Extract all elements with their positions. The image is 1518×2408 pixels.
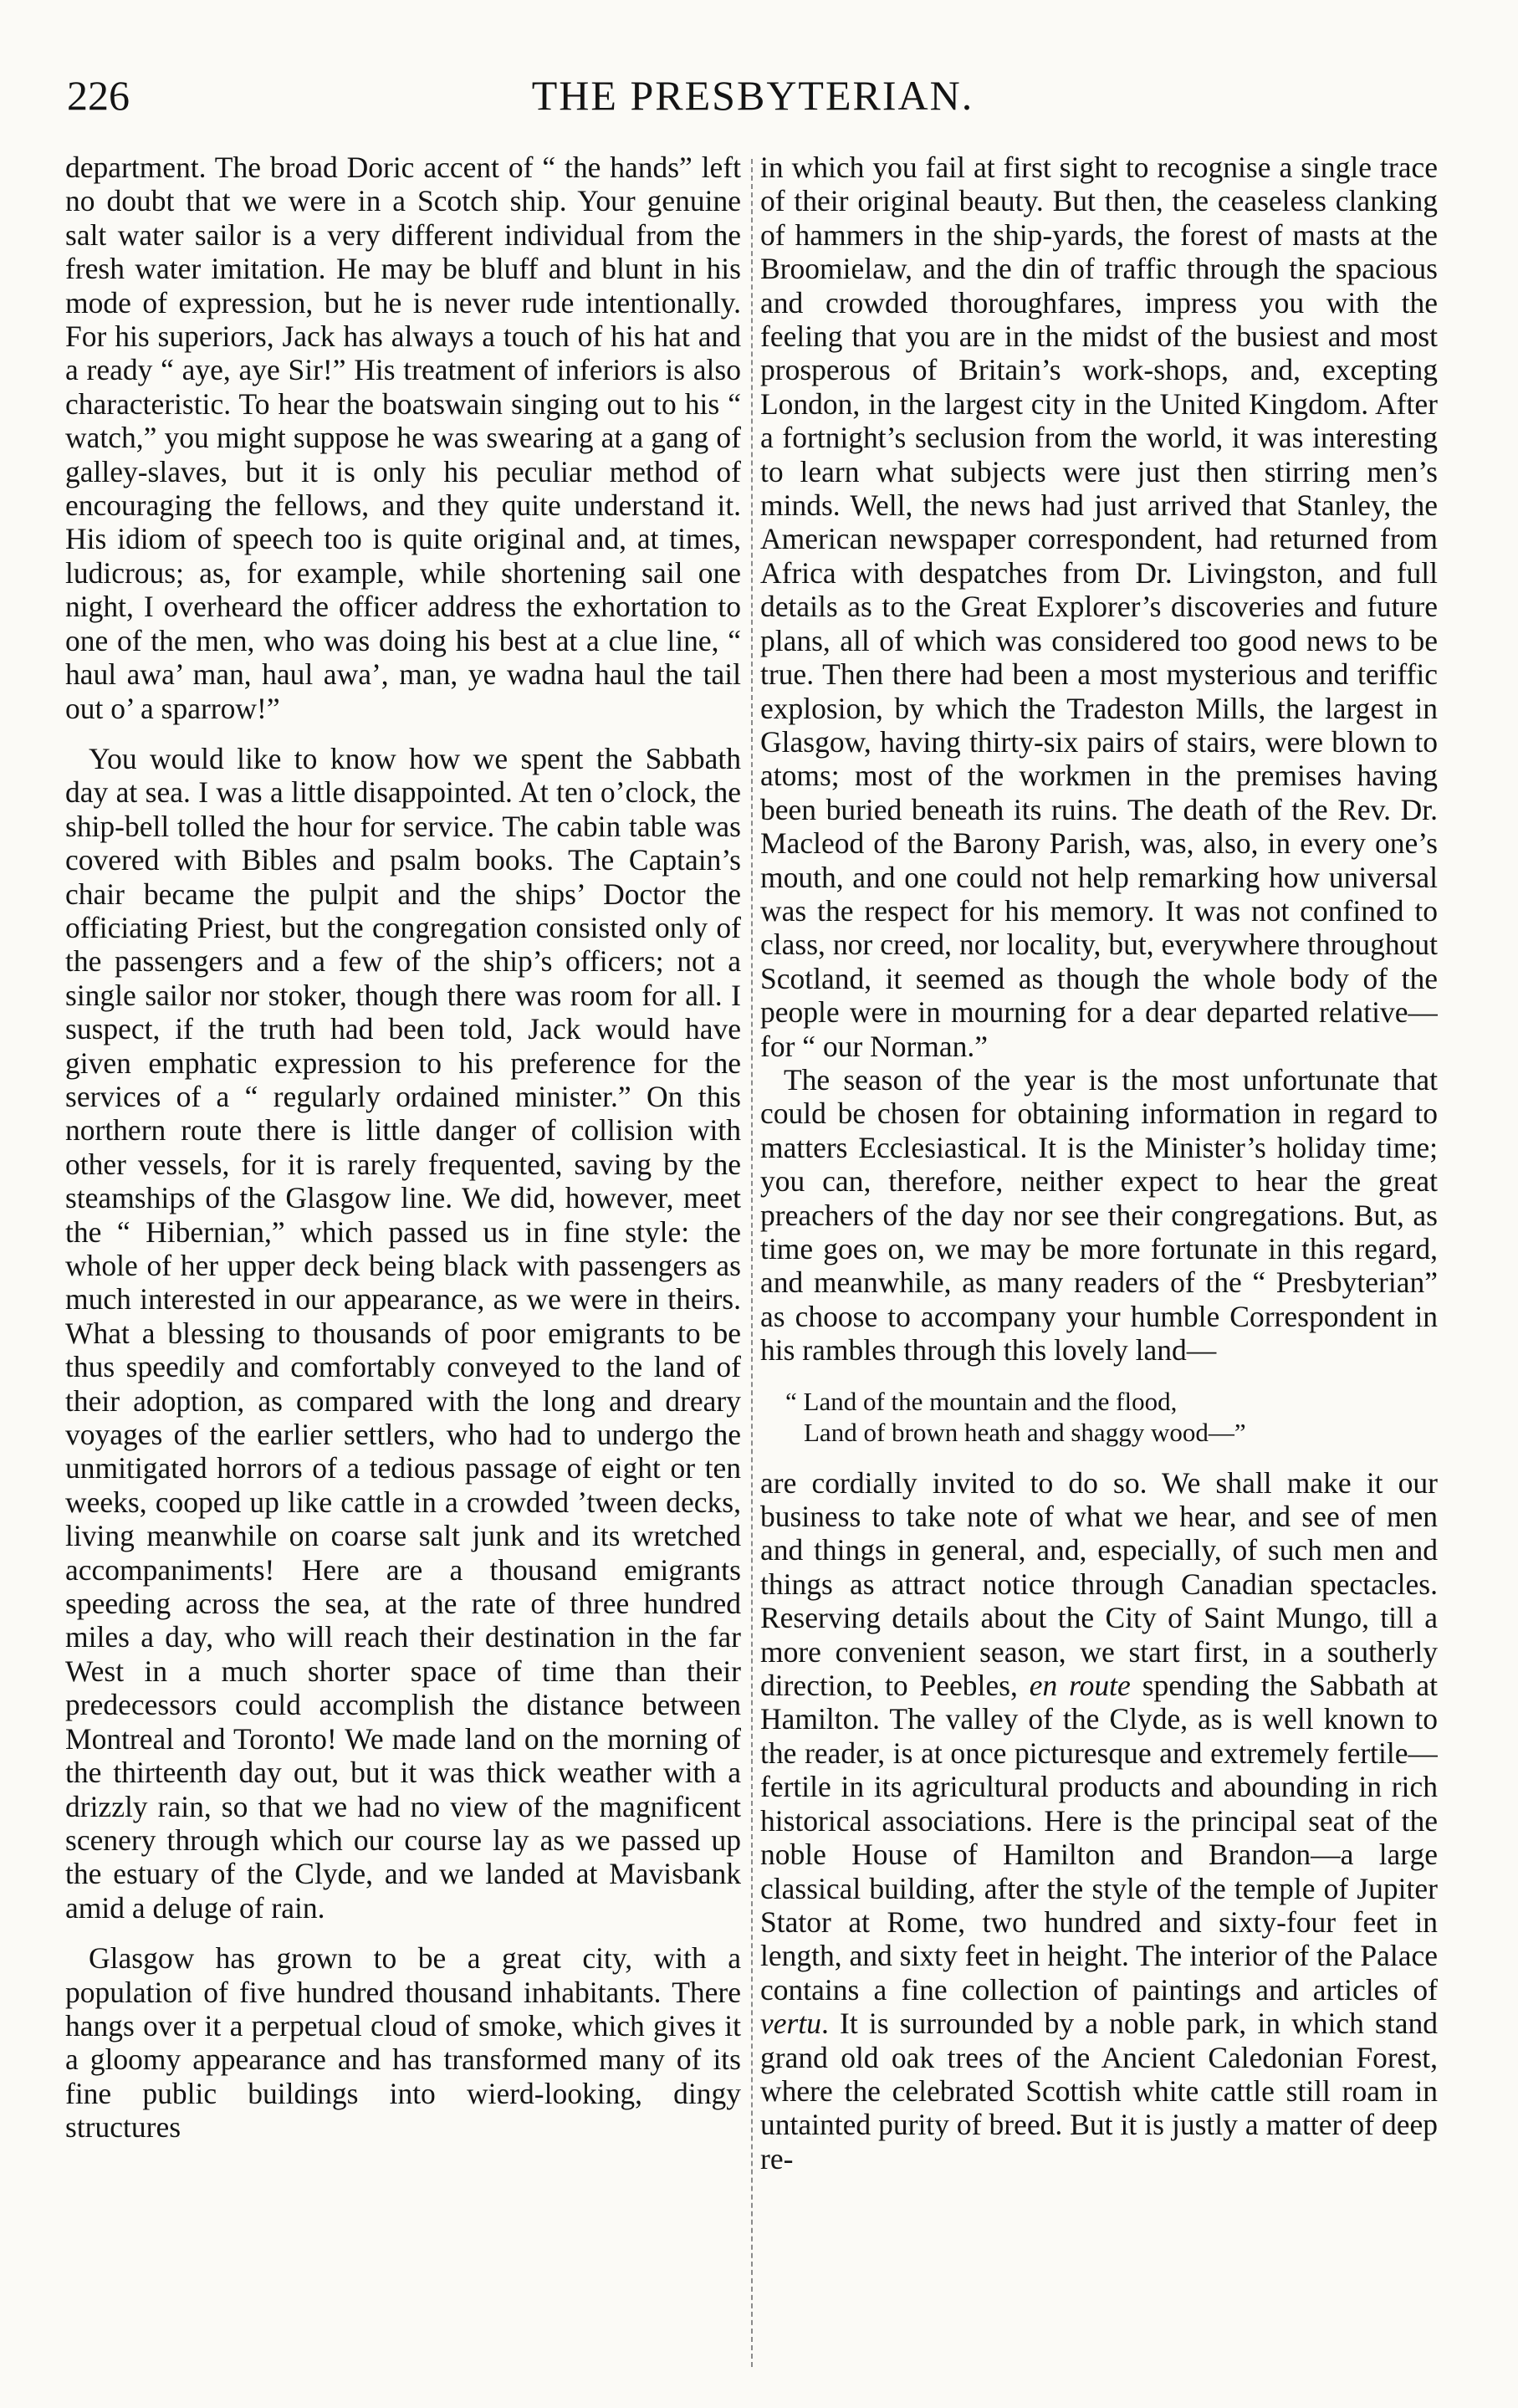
italic-vertu: vertu (760, 2007, 821, 2041)
verse-line-2: Land of brown heath and shaggy wood—” (804, 1417, 1246, 1447)
left-column (65, 151, 741, 2380)
left-paragraph-3: Glasgow has grown to be a great city, with a population of five hundred thousand inhabitants. There hangs over it a perpetual cloud of smoke, which gives it a gloomy appearance and has transformed many of its fine public buildings into wierd-looking, dingy structures (65, 1941, 741, 2145)
paragraph-3-text-a: are cordially invited to do so. We shall make it our business to take note of what we hear, and see of men and things in general, and, especially, of such men and things as attract notice through Canadian spectacles. Reserving details about the City of Saint Mungo, till a more convenient season, we start first, in a southerly direction, to Peebles, (760, 1465, 1438, 1703)
right-paragraph-3 (760, 1466, 1438, 2176)
page-header (67, 70, 1439, 120)
running-title: THE PRESBYTERIAN. (531, 72, 974, 119)
right-paragraph-2: The season of the year is the most unfortunate that could be chosen for obtaining information in regard to matters Ecclesiastical. It is the Minister’s holiday time; you can, therefore, neither expect to hear the great preachers of the day nor see their congregations. But, as time goes on, we may be more fortunate in this regard, and meanwhile, as many readers of the “ Presbyterian” as choose to accompany your humble Correspondent in his rambles through this lovely land— (760, 1062, 1438, 1368)
italic-en-route: en route (1029, 1669, 1131, 1703)
paragraph-3-text-b: spending the Sabbath at Hamilton. The valley of the Clyde, as is well known to the reader, is at once picturesque and extremely fertile—fertile in its agricultural products and abounding in rich historical associations. Here is the principal seat of the noble House of Hamilton and Brandon—a large classical building, after the style of the temple of Jupiter Stator at Rome, two hundred and sixty-four feet in length, and sixty feet in height. The interior of the Palace contains a fine collection of paintings and articles of (760, 1669, 1438, 2007)
column-divider (751, 159, 753, 2367)
verse-line-1: “ Land of the mountain and the flood, (785, 1386, 1178, 1416)
right-column (760, 151, 1438, 2380)
page-number: 226 (67, 72, 130, 119)
paragraph-3-text-c: . It is surrounded by a noble park, in which stand grand old oak trees of the Ancient Caledonian Forest, where the celebrated Scottish white cattle still roam in untainted purity of breed. But it is justly a matter of deep re- (760, 2007, 1438, 2175)
left-paragraph-2: You would like to know how we spent the Sabbath day at sea. I was a little disappointed. At ten o’clock, the ship-bell tolled the hour for service. The cabin table was covered with Bibles and psalm books. The Captain’s chair became the pulpit and the ships’ Doctor the officiating Priest, but the congregation consisted only of the passengers and a few of the ship’s officers; not a single sailor nor stoker, though there was room for all. I suspect, if the truth had been told, Jack would have given emphatic expression to his preference for the services of a “ regularly ordained minister.” On this northern route there is little danger of collision with other vessels, for it is rarely frequented, saving by the steamships of the Glasgow line. We did, however, meet the “ Hibernian,” which passed us in fine style: the whole of her upper deck being black with passengers as much interested in our appearance, as we were in theirs. What a blessing to thousands of poor emigrants to be thus speedily and comfortably conveyed to the land of their adoption, as compared with the long and dreary voyages of the earlier settlers, who had to undergo the unmitigated horrors of a tedious passage of eight or ten weeks, cooped up like cattle in a crowded ’tween decks, living meanwhile on coarse salt junk and its wretched accompaniments! Here are a thousand emigrants speeding across the sea, at the rate of three hundred miles a day, who will reach their destination in the far West in a much shorter space of time than their predecessors could accomplish the distance between Montreal and Toronto! We made land on the morning of the thirteenth day out, but it was thick weather with a drizzly rain, so that we had no view of the magnificent scenery through which our course lay as we passed up the estuary of the Clyde, and we landed at Mavisbank amid a deluge of rain. (65, 741, 741, 1925)
verse-quote (785, 1386, 1438, 1448)
left-paragraph-1: department. The broad Doric accent of “ the hands” left no doubt that we were in a Scotch ship. Your genuine salt water sailor is a very different individual from the fresh water imitation. He may be bluff and blunt in his mode of expression, but he is never rude intentionally. For his superiors, Jack has always a touch of his hat and a ready “ aye, aye Sir!” His treatment of inferiors is also characteristic. To hear the boatswain singing out to his “ watch,” you might suppose he was swearing at a gang of galley-slaves, but it is only his peculiar method of encouraging the fellows, and they quite understand it. His idiom of speech too is quite original and, at times, ludicrous; as, for example, while shortening sail one night, I overheard the officer address the exhortation to one of the men, who was doing his best at a clue line, “ haul awa’ man, haul awa’, man, ye wadna haul the tail out o’ a sparrow!” (65, 151, 741, 725)
right-paragraph-1: in which you fail at first sight to recognise a single trace of their original beauty. But then, the ceaseless clanking of hammers in the ship-yards, the forest of masts at the Broomielaw, and the din of traffic through the spacious and crowded thoroughfares, impress you with the feeling that you are in the midst of the busiest and most prosperous of Britain’s work-shops, and, excepting London, in the largest city in the United Kingdom. After a fortnight’s seclusion from the world, it was interesting to learn what subjects were just then stirring men’s minds. Well, the news had just arrived that Stanley, the American newspaper correspondent, had returned from Africa with despatches from Dr. Livingston, and full details as to the Great Explorer’s discoveries and future plans, all of which was considered too good news to be true. Then there had been a most mysterious and teriffic explosion, by which the Tradeston Mills, the largest in Glasgow, having thirty-six pairs of stairs, were blown to atoms; most of the workmen in the premises having been buried beneath its ruins. The death of the Rev. Dr. Macleod of the Barony Parish, was, also, in every one’s mouth, and one could not help remarking how universal was the respect for his memory. It was not confined to class, nor creed, nor locality, but, everywhere throughout Scotland, it seemed as though the whole body of the people were in mourning for a dear departed relative—for “ our Norman.” (760, 151, 1438, 1063)
